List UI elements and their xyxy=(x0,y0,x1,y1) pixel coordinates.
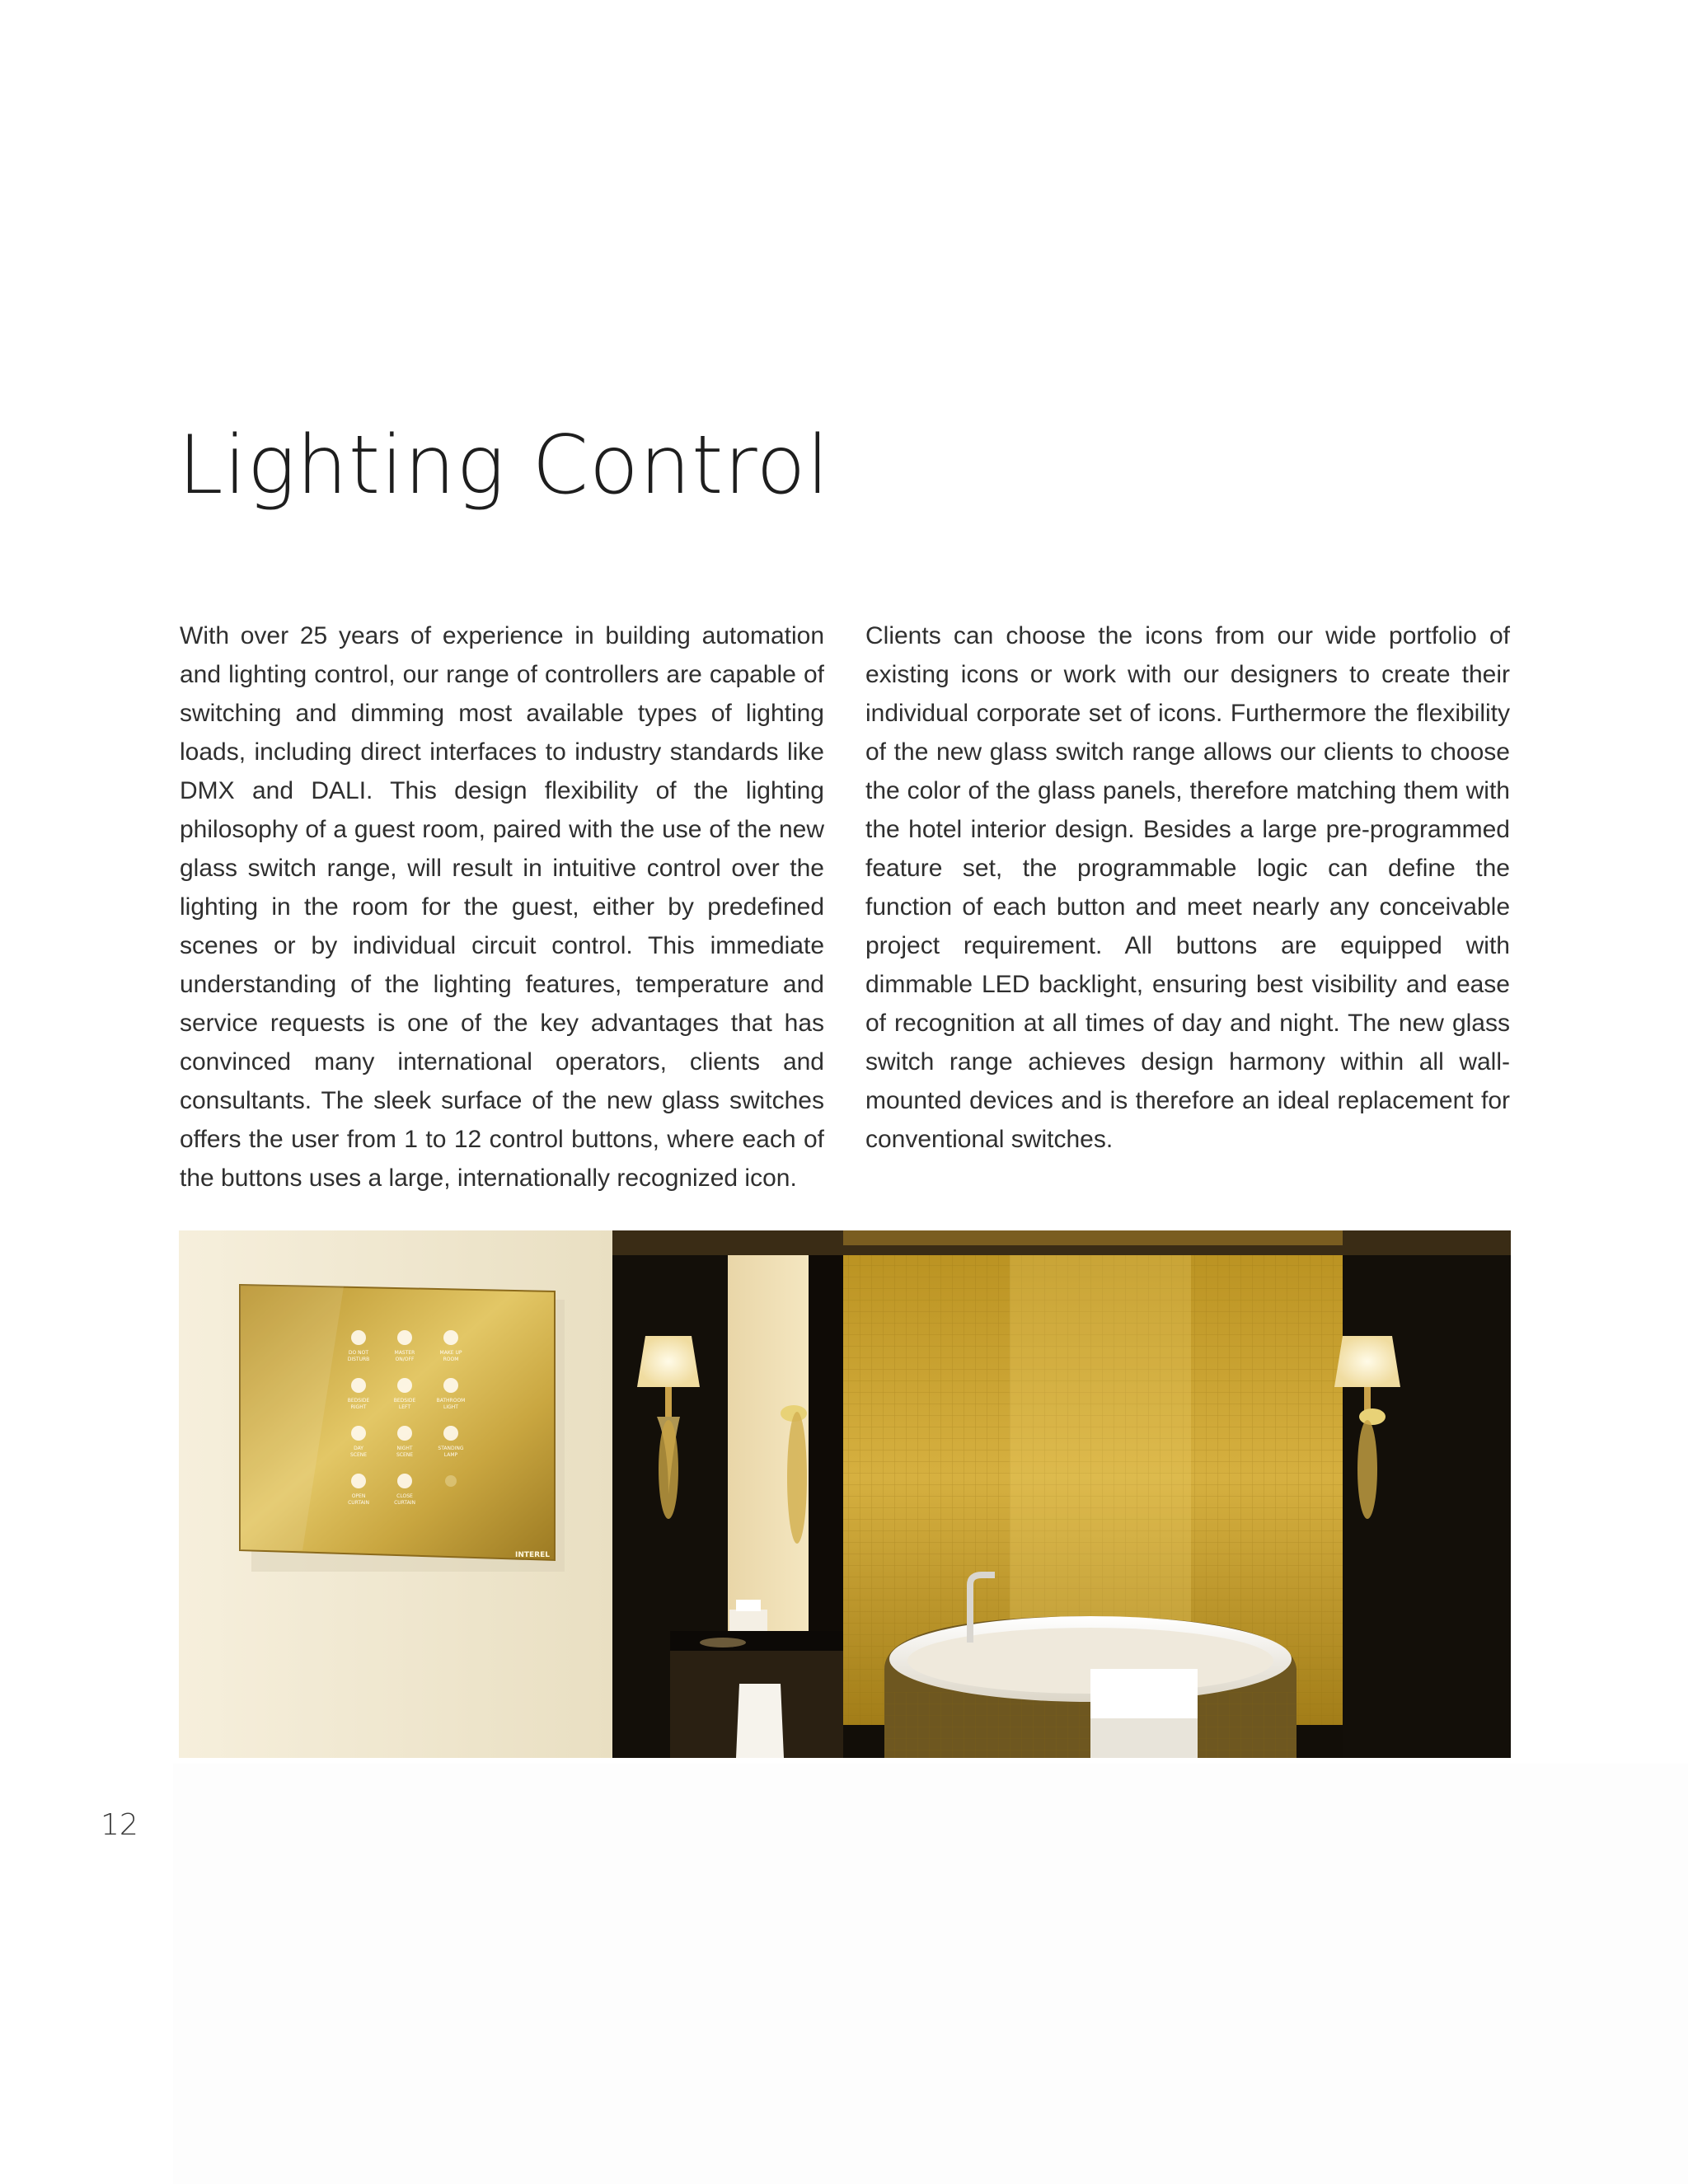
body-text-columns xyxy=(180,616,1510,1197)
switch-button-label: CURTAIN xyxy=(394,1500,415,1506)
photo-illustration xyxy=(179,1230,1511,1758)
switch-button-label: LEFT xyxy=(398,1404,411,1410)
switch-button-label: CURTAIN xyxy=(348,1500,369,1506)
switch-button-label: ON/OFF xyxy=(395,1357,415,1362)
switch-button-label: MASTER xyxy=(394,1350,415,1356)
switch-button-label: CLOSE xyxy=(396,1493,413,1499)
switch-button-label: BEDSIDE xyxy=(347,1398,370,1404)
switch-button-label: DAY xyxy=(354,1446,363,1451)
lower-page-shade xyxy=(173,1764,1688,2184)
switch-button-label: BATHROOM xyxy=(436,1398,466,1404)
switch-button-label: OPEN xyxy=(351,1493,366,1499)
switch-button-label: STANDING xyxy=(438,1446,464,1451)
body-paragraph-left: With over 25 years of experience in building automation and lighting control, our range of controllers are capable of switching and dimming most available types of lighting loads, including direct interfaces to industry standards like DMX and DALI. This design flexibility of the lighting philosophy of a guest room, paired with the use of the new glass switch range, will result in intuitive control over the lighting in the room for the guest, either by predefined scenes or by individual circuit control. This immediate understanding of the lighting features, temperature and service requests is one of the key advantages that has convinced many international operators, clients and consultants. The sleek surface of the new glass switches offers the user from 1 to 12 control buttons, where each of the buttons uses a large, internationally recognized icon. xyxy=(180,622,824,1192)
switch-button-label: MAKE UP xyxy=(439,1350,462,1356)
switch-button-label: ROOM xyxy=(443,1357,459,1362)
hotel-bathroom-photo xyxy=(179,1230,1511,1758)
switch-button-label: DISTURB xyxy=(347,1357,370,1362)
switch-button-label: DO NOT xyxy=(348,1350,369,1356)
switch-button-label: NIGHT xyxy=(396,1446,413,1451)
switch-button-label: RIGHT xyxy=(350,1404,367,1410)
page-title: Lighting Control xyxy=(178,419,830,513)
switch-button-label: SCENE xyxy=(349,1452,368,1458)
switch-button-label: LIGHT xyxy=(443,1404,458,1410)
blank-icon[interactable] xyxy=(445,1475,457,1487)
body-paragraph-right: Clients can choose the icons from our wide portfolio of existing icons or work with our designers to create their individual corporate set of icons. Furthermore the flexibility of the new glass switch range allows our clients to choose the color of the glass panels, therefore matching them with the hotel interior design. Besides a large pre-programmed feature set, the programmable logic can define the function of each button and meet nearly any conceivable project requirement. All buttons are equipped with dimmable LED backlight, ensuring best visibility and ease of recognition at all times of day and night. The new glass switch range achieves design harmony within all wall-mounted devices and is therefore an ideal replacement for conventional switches. xyxy=(865,622,1510,1153)
switch-button-label: LAMP xyxy=(443,1452,458,1458)
panel-brand: INTEREL xyxy=(515,1551,550,1559)
switch-button-label: SCENE xyxy=(396,1452,414,1458)
switch-button-label: BEDSIDE xyxy=(393,1398,416,1404)
page-number: 12 xyxy=(101,1808,138,1842)
